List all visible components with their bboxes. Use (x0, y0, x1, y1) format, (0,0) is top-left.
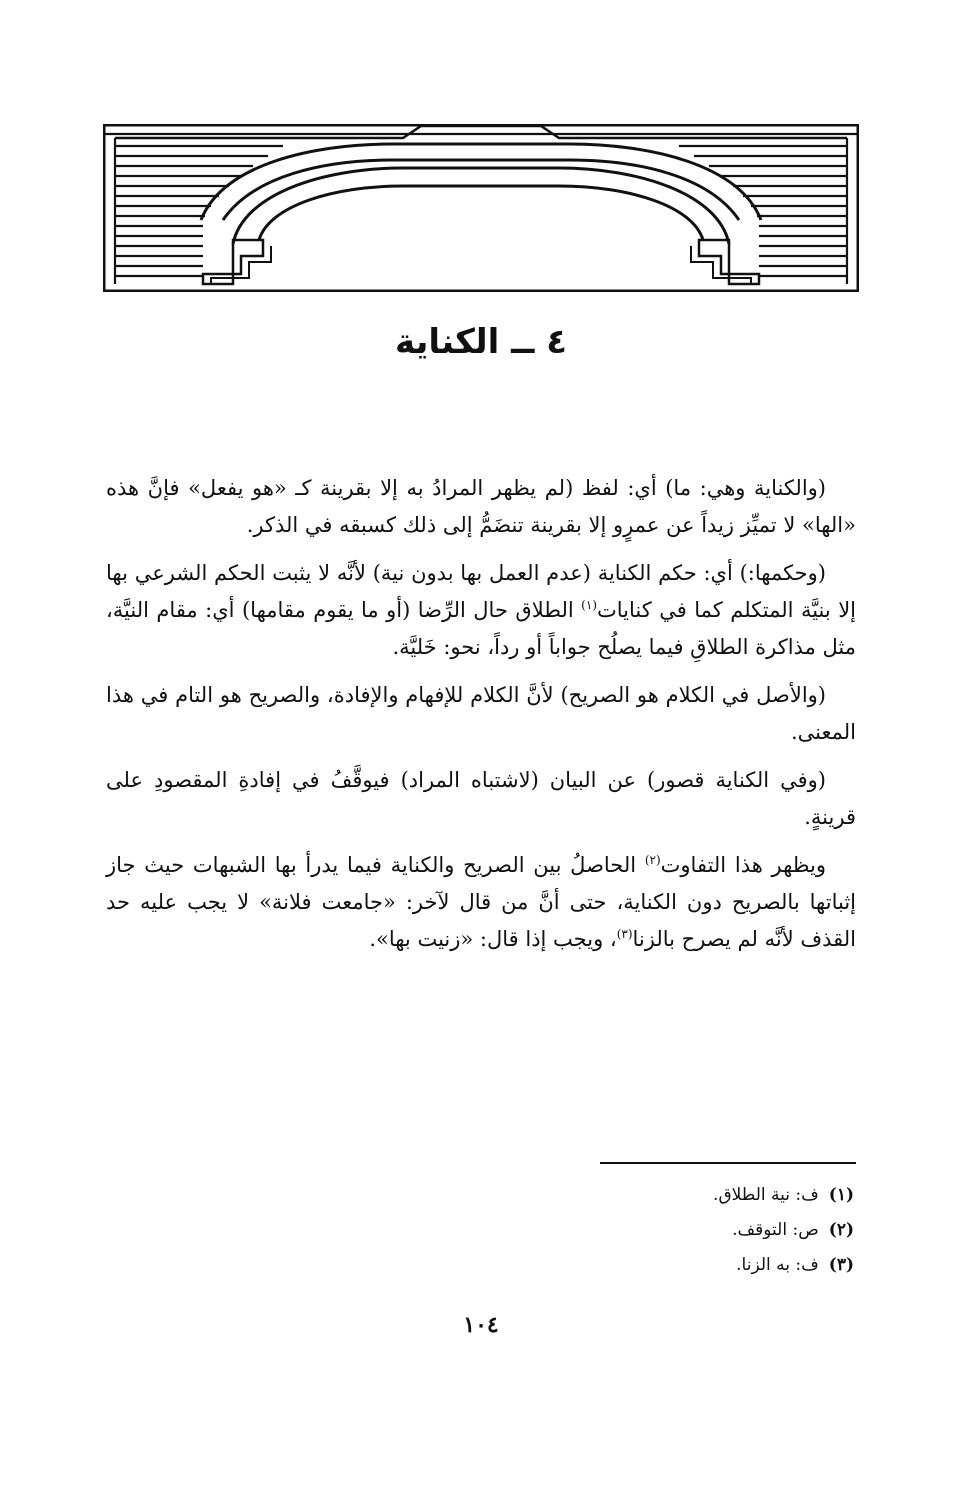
footnote-item: (٢)ص: التوقف. (732, 1220, 854, 1240)
page-number: ١٠٤ (463, 1312, 499, 1338)
decorative-arch-header (103, 124, 859, 292)
paragraph-kinaya-ruling: (وحكمها:) أي: حكم الكناية (عدم العمل بها بدون نية) لأنَّه لا يثبت الحكم الشرعي بها إلا بنيَّة المتكلم كما في كنايات$^{(١)}$ الطلاق حال الرِّضا (أو ما يقوم مقامها) أي: مقام النيَّة، مثل مذاكرة الطلاقِ فيما يصلُح جواباً أو رداً، نحو: خَليَّة. (106, 561, 856, 659)
body-text (106, 470, 856, 969)
paragraph-sarih-principle: (والأصل في الكلام هو الصريح) لأنَّ الكلام للإفهام والإفادة، والصريح هو التام في هذا المعنى. (106, 683, 856, 744)
footnote-divider (600, 1162, 856, 1164)
paragraph-difference: ويظهر هذا التفاوت$^{(٢)}$ الحاصلُ بين الصريح والكناية فيما يدرأ بها الشبهات حيث جاز إثباتها بالصريح دون الكناية، حتى أنَّ من قال لآخر: «جامعت فلانة» لا يجب عليه حد القذف لأنَّه لم يصرح بالزنا$^{(٣)}$، ويجب إذا قال: «زنيت بها». (106, 853, 856, 951)
footnotes (106, 1178, 856, 1283)
footnote-ref-2[interactable]: (٢) (644, 853, 661, 867)
footnote-ref-1[interactable]: (١) (581, 598, 597, 612)
paragraph-kinaya-deficiency: (وفي الكناية قصور) عن البيان (لاشتباه المراد) فيوقَّفُ في إفادةِ المقصودِ على قرينةٍ. (106, 768, 856, 829)
footnote-ref-3[interactable]: (٣) (616, 927, 633, 941)
footnote-item: (١)ف: نية الطلاق. (713, 1185, 854, 1205)
paragraph-kinaya-definition: (والكناية وهي: ما) أي: لفظ (لم يظهر المرادُ به إلا بقرينة كـ «هو يفعل» فإنَّ هذه «الها» لا تميِّز زيداً عن عمرٍو إلا بقرينة تنضَمُّ إلى ذلك كسبقه في الذكر. (106, 476, 856, 537)
chapter-title: ٤ ــ الكناية (395, 322, 567, 362)
footnote-item: (٣)ف: به الزنا. (736, 1255, 854, 1275)
